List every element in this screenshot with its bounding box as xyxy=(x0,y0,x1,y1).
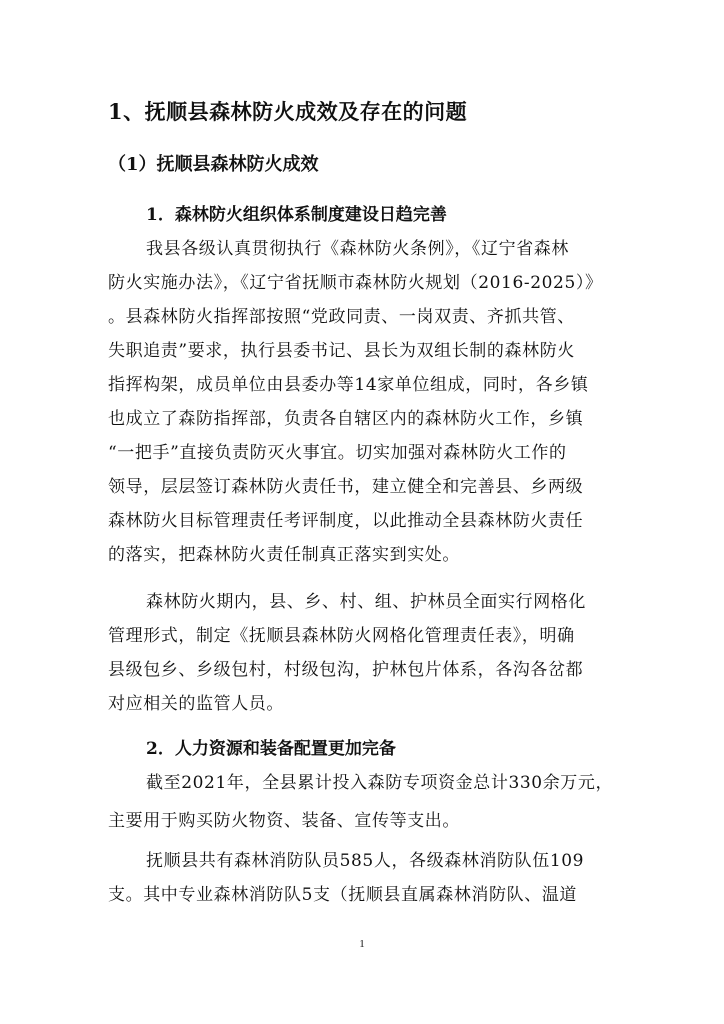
heading-level-2: （1）抚顺县森林防火成效 xyxy=(108,154,319,175)
paragraph-line: “一把手”直接负责防灭火事宜。切实加强对森林防火工作的 xyxy=(108,443,567,463)
paragraph-line: 失职追责”要求，执行县委书记、县长为双组长制的森林防火 xyxy=(108,341,575,361)
paragraph-line: 管理形式，制定《抚顺县森林防火网格化管理责任表》，明确 xyxy=(108,626,575,646)
paragraph-line: 森林防火目标管理责任考评制度，以此推动全县森林防火责任 xyxy=(108,511,584,531)
paragraph-line: 的落实，把森林防火责任制真正落实到实处。 xyxy=(108,545,460,565)
page-number: 1 xyxy=(359,938,365,950)
paragraph-line: 森林防火期内，县、乡、村、组、护林员全面实行网格化 xyxy=(146,592,586,612)
section-2-title: 2．人力资源和装备配置更加完备 xyxy=(146,739,396,759)
paragraph-line: 主要用于购买防火物资、装备、宣传等支出。 xyxy=(108,811,460,831)
paragraph-line: 指挥构架，成员单位由县委办等14家单位组成，同时，各乡镇 xyxy=(108,375,589,395)
paragraph-line: 我县各级认真贯彻执行《森林防火条例》，《辽宁省森林 xyxy=(146,239,569,259)
paragraph-line: 。县森林防火指挥部按照“党政同责、一岗双责、齐抓共管、 xyxy=(108,307,575,327)
heading-level-1: 1、抚顺县森林防火成效及存在的问题 xyxy=(108,99,468,124)
paragraph-line: 也成立了森防指挥部，负责各自辖区内的森林防火工作，乡镇 xyxy=(108,409,584,429)
paragraph-line: 县级包乡、乡级包村，村级包沟，护林包片体系，各沟各岔都 xyxy=(108,660,584,680)
section-1-title: 1．森林防火组织体系制度建设日趋完善 xyxy=(146,205,447,225)
paragraph-line: 领导，层层签订森林防火责任书，建立健全和完善县、乡两级 xyxy=(108,477,584,497)
paragraph-line: 截至2021年，全县累计投入森防专项资金总计330余万元， xyxy=(146,773,614,793)
paragraph-line: 防火实施办法》，《辽宁省抚顺市森林防火规划（2016-2025）》 xyxy=(108,273,603,293)
paragraph-line: 抚顺县共有森林消防队员585人，各级森林消防队伍109 xyxy=(146,851,585,871)
paragraph-line: 对应相关的监管人员。 xyxy=(108,694,284,714)
paragraph-line: 支。其中专业森林消防队5支（抚顺县直属森林消防队、温道 xyxy=(108,885,578,905)
